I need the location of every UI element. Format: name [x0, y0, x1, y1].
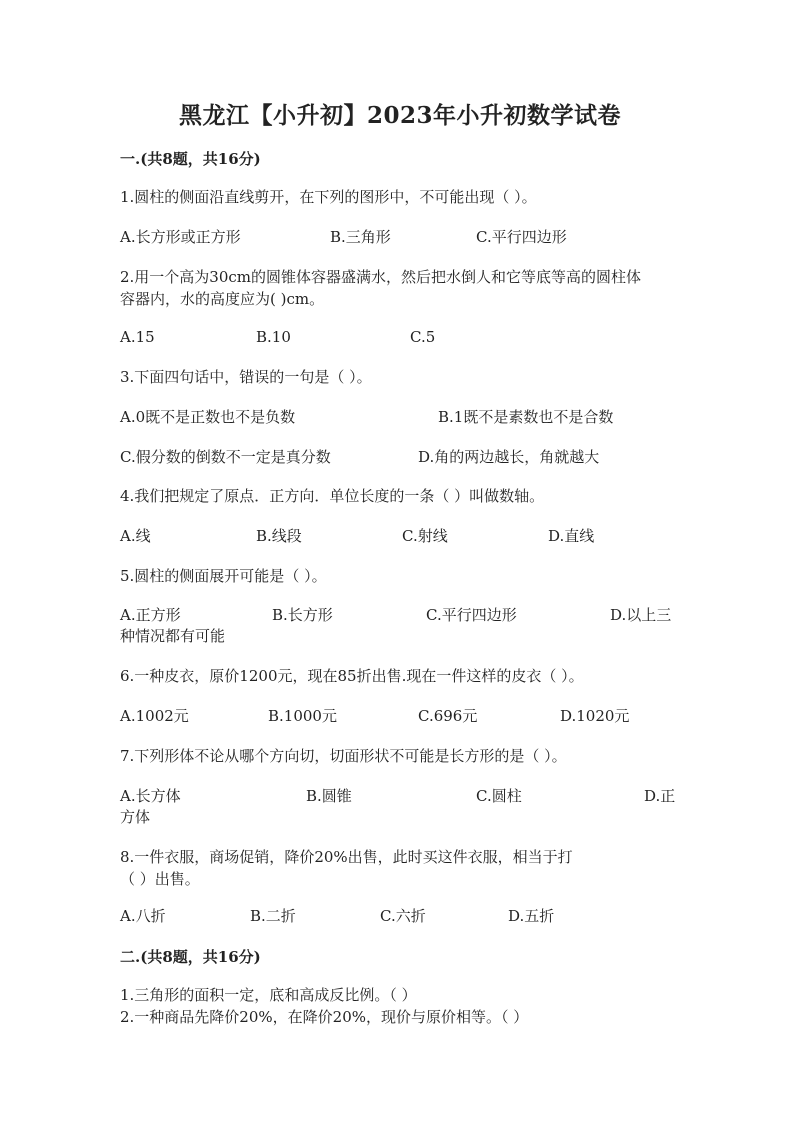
option-a: A.线: [120, 527, 151, 545]
question-6-options: [120, 705, 680, 727]
option-c: C.平行四边形: [476, 228, 567, 246]
question-8-line-2: （ ）出售。: [120, 870, 200, 888]
question-8: [120, 846, 680, 890]
question-6: 6.一种皮衣，原价1200元，现在85折出售.现在一件这样的皮衣（ ）。: [120, 667, 584, 685]
question-3: 3.下面四句话中，错误的一句是（ ）。: [120, 368, 372, 386]
option-d: D.1020元: [560, 707, 630, 725]
option-b: B.线段: [256, 527, 302, 545]
judgment-2: 2.一种商品先降价20%，在降价20%，现价与原价相等。（ ）: [120, 1008, 529, 1026]
question-5: 5.圆柱的侧面展开可能是（ ）。: [120, 567, 327, 585]
question-7: 7.下列形体不论从哪个方向切，切面形状不可能是长方形的是（ ）。: [120, 747, 567, 765]
option-c: C.圆柱: [476, 787, 522, 805]
option-c: C.696元: [418, 707, 478, 725]
option-d: D.五折: [508, 907, 555, 925]
section-heading-1: 一.(共8题，共16分): [120, 150, 261, 168]
question-1-options: [120, 226, 680, 248]
option-a: A.0既不是正数也不是负数: [120, 408, 296, 426]
option-d: D.正: [644, 787, 676, 805]
option-a: A.八折: [120, 907, 166, 925]
option-b: B.1000元: [268, 707, 337, 725]
option-b: B.二折: [250, 907, 296, 925]
question-4: 4.我们把规定了原点．正方向．单位长度的一条（ ）叫做数轴。: [120, 487, 545, 505]
question-3-options-row-1: [120, 406, 680, 428]
option-b: B.长方形: [272, 606, 333, 624]
question-7-options: [120, 785, 680, 807]
question-4-options: [120, 525, 680, 547]
option-d: D.角的两边越长，角就越大: [418, 448, 600, 466]
question-2-line-1: 2.用一个高为30cm的圆锥体容器盛满水，然后把水倒人和它等底等高的圆柱体: [120, 268, 642, 286]
option-b: B.三角形: [330, 228, 391, 246]
judgment-1: 1.三角形的面积一定，底和高成反比例。（ ）: [120, 986, 417, 1004]
option-d: D.以上三: [610, 606, 672, 624]
question-7-option-d-continued: 方体: [120, 808, 151, 826]
option-a: A.长方形或正方形: [120, 228, 241, 246]
option-b: B.圆锥: [306, 787, 352, 805]
page-title: 黑龙江【小升初】2023年小升初数学试卷: [178, 102, 621, 129]
question-1: 1.圆柱的侧面沿直线剪开，在下列的图形中，不可能出现（ ）。: [120, 188, 537, 206]
question-8-line-1: 8.一件衣服，商场促销，降价20%出售，此时买这件衣服，相当于打: [120, 848, 573, 866]
question-5-options: [120, 604, 680, 626]
option-a: A.1002元: [120, 707, 189, 725]
option-a: A.15: [120, 328, 155, 346]
option-c: C.平行四边形: [426, 606, 517, 624]
option-c: C.射线: [402, 527, 448, 545]
question-3-options-row-2: [120, 446, 680, 468]
option-a: A.正方形: [120, 606, 181, 624]
question-2-line-2: 容器内，水的高度应为( )cm。: [120, 290, 325, 308]
question-5-option-d-continued: 种情况都有可能: [120, 627, 226, 645]
option-c: C.5: [410, 328, 436, 346]
section-heading-2: 二.(共8题，共16分): [120, 948, 261, 966]
option-c: C.六折: [380, 907, 426, 925]
option-a: A.长方体: [120, 787, 181, 805]
question-8-options: [120, 905, 680, 927]
option-b: B.10: [256, 328, 291, 346]
question-2-options: [120, 326, 680, 348]
option-c: C.假分数的倒数不一定是真分数: [120, 448, 331, 466]
question-2: [120, 266, 680, 310]
option-d: D.直线: [548, 527, 595, 545]
option-b: B.1既不是素数也不是合数: [438, 408, 614, 426]
